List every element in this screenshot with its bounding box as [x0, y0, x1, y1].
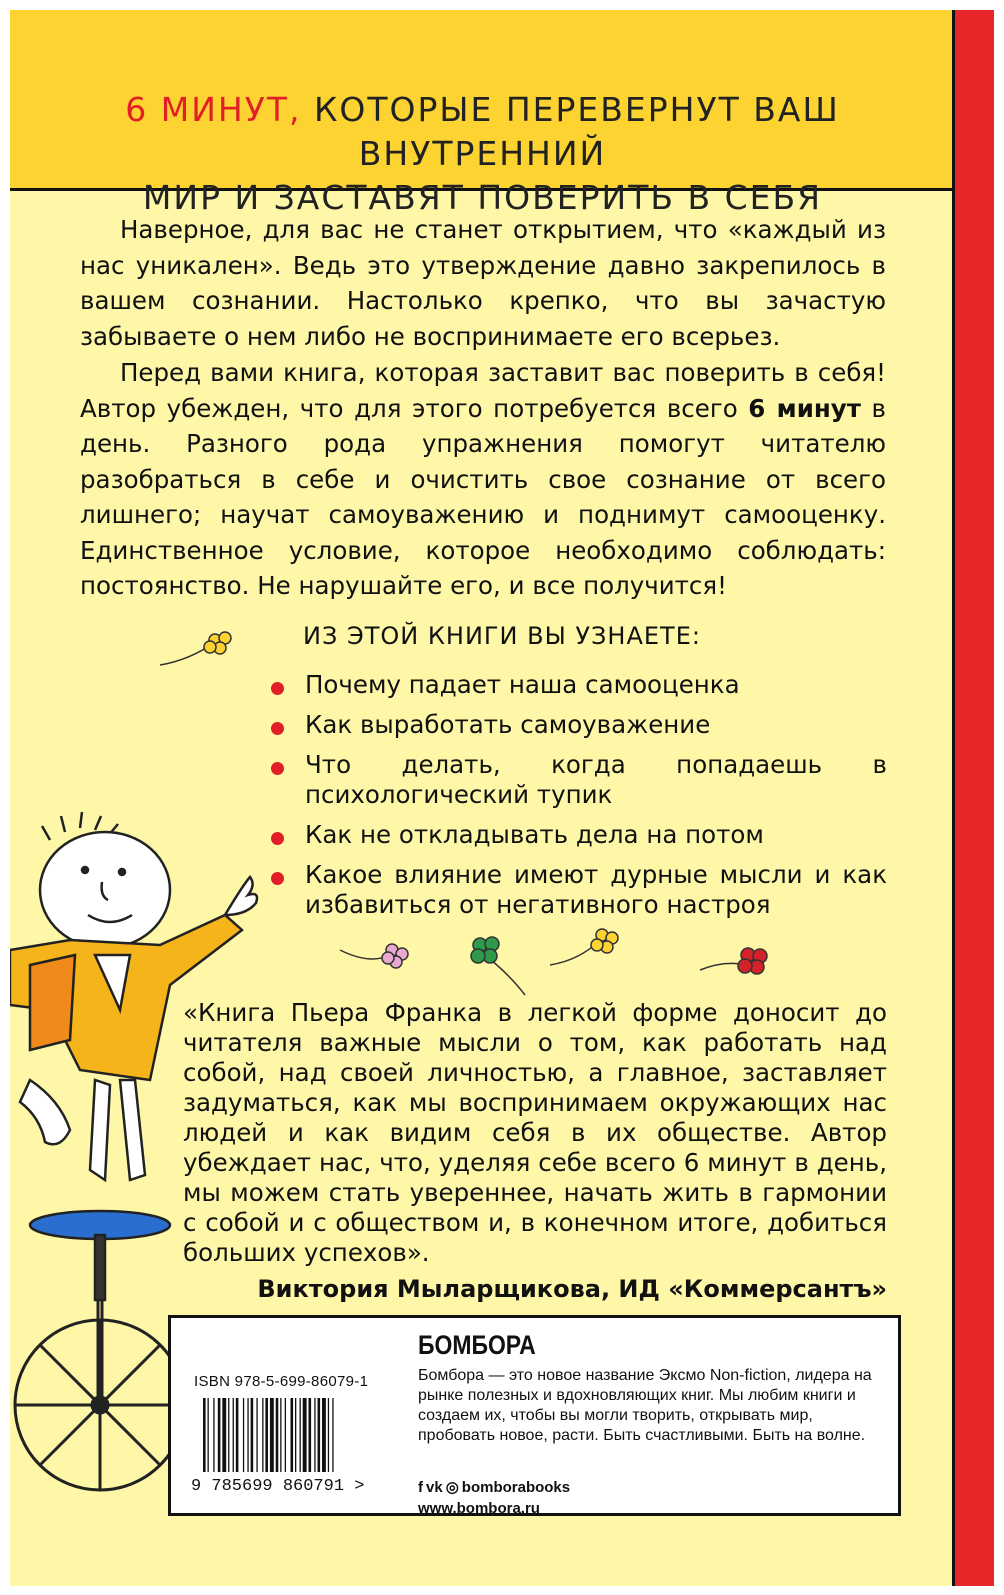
- flower-icon: [471, 937, 525, 995]
- character-head: [40, 812, 170, 948]
- vk-icon[interactable]: vk: [426, 1478, 443, 1496]
- review-quote: «Книга Пьера Франка в легкой форме доносит до читателя важные мысли о том, как работать над собой, над своей личностью, а главное, заставляет задуматься, как мы воспринимаем окружающих нас людей и как видим себя в их обществе. Автор убеждает нас, что, уделяя себе всего 6 минут в день, мы можем стать увереннее, начать жить в гармонии с собой и с обществом и, в конечном итоге, добиться больших успехов».: [183, 998, 887, 1267]
- flower-icon: [160, 632, 231, 665]
- bullet-dot-icon: [271, 722, 284, 735]
- unicycle-wheel: [15, 1300, 185, 1490]
- headline-accent: 6 МИНУТ,: [125, 90, 302, 129]
- instagram-icon[interactable]: ◎: [445, 1479, 459, 1496]
- para2-start: Перед вами книга, которая заставит вас поверить в себя! Автор убежден, что для этого потребуется всего: [80, 358, 886, 423]
- list-item: Почему падает наша самооценка: [265, 670, 887, 700]
- barcode: [191, 1396, 396, 1494]
- bullet-dot-icon: [271, 872, 284, 885]
- publisher-description: Бомбора — это новое название Эксмо Non-fiction, лидера на рынке полезных и вдохновляющих книг. Мы любим книги и создаем их, чтобы вы могли творить, открывать мир, пробовать новое, расти. Быть счастливыми. Быть на волне.: [418, 1367, 872, 1444]
- barcode-digits: 9 785699 860791 >: [191, 1477, 365, 1494]
- imprint-box: [168, 1315, 901, 1516]
- bullet-dot-icon: [271, 682, 284, 695]
- para2-bold: 6 минут: [748, 393, 861, 423]
- list-item: Какое влияние имеют дурные мысли и как избавиться от негативного настроя: [265, 860, 887, 920]
- bullet-dot-icon: [271, 762, 284, 775]
- facebook-icon[interactable]: f: [418, 1478, 423, 1496]
- spine-strip: [952, 10, 994, 1586]
- social-links: [418, 1478, 570, 1496]
- learn-list: [265, 670, 887, 930]
- social-handle[interactable]: bomborabooks: [461, 1478, 571, 1496]
- list-item: Как выработать самоуважение: [265, 710, 887, 740]
- learn-section-title: ИЗ ЭТОЙ КНИГИ ВЫ УЗНАЕТЕ:: [303, 622, 701, 650]
- isbn-label: ISBN 978-5-699-86079-1: [194, 1373, 369, 1390]
- para2-end: в день. Разного рода упражнения помогут читателю разобраться в себе и очистить свое сознание от всего лишнего; научат самоуважению и поднимут самооценку. Единственное условие, которое необходимо соблюдать: постоянство. Не нарушайте его, и все получится!: [80, 393, 886, 600]
- intro-paragraph-1: Наверное, для вас не станет открытием, что «каждый из нас уникален». Ведь это утверждение давно закрепилось в вашем сознании. Настолько крепко, что вы зачастую забываете о нем либо не воспринимаете его всерьез.: [80, 215, 886, 351]
- flower-icon: [700, 948, 767, 974]
- intro-paragraph-2: [80, 355, 886, 604]
- headline-line2: МИР И ЗАСТАВЯТ ПОВЕРИТЬ В СЕБЯ: [142, 178, 823, 217]
- bullet-dot-icon: [271, 832, 284, 845]
- publisher-logo: БОМБОРА: [418, 1330, 536, 1360]
- headline-line1: КОТОРЫЕ ПЕРЕВЕРНУТ ВАШ ВНУТРЕННИЙ: [301, 90, 840, 173]
- flower-icon: [550, 929, 618, 965]
- list-item: Как не откладывать дела на потом: [265, 820, 887, 850]
- flower-icon: [340, 944, 408, 968]
- review-author: Виктория Мыларщикова, ИД «Коммерсантъ»: [257, 1275, 887, 1303]
- website-link[interactable]: www.bombora.ru: [418, 1500, 540, 1517]
- list-item: Что делать, когда попадаешь в психологический тупик: [265, 750, 887, 810]
- book-back-cover: [10, 10, 994, 1586]
